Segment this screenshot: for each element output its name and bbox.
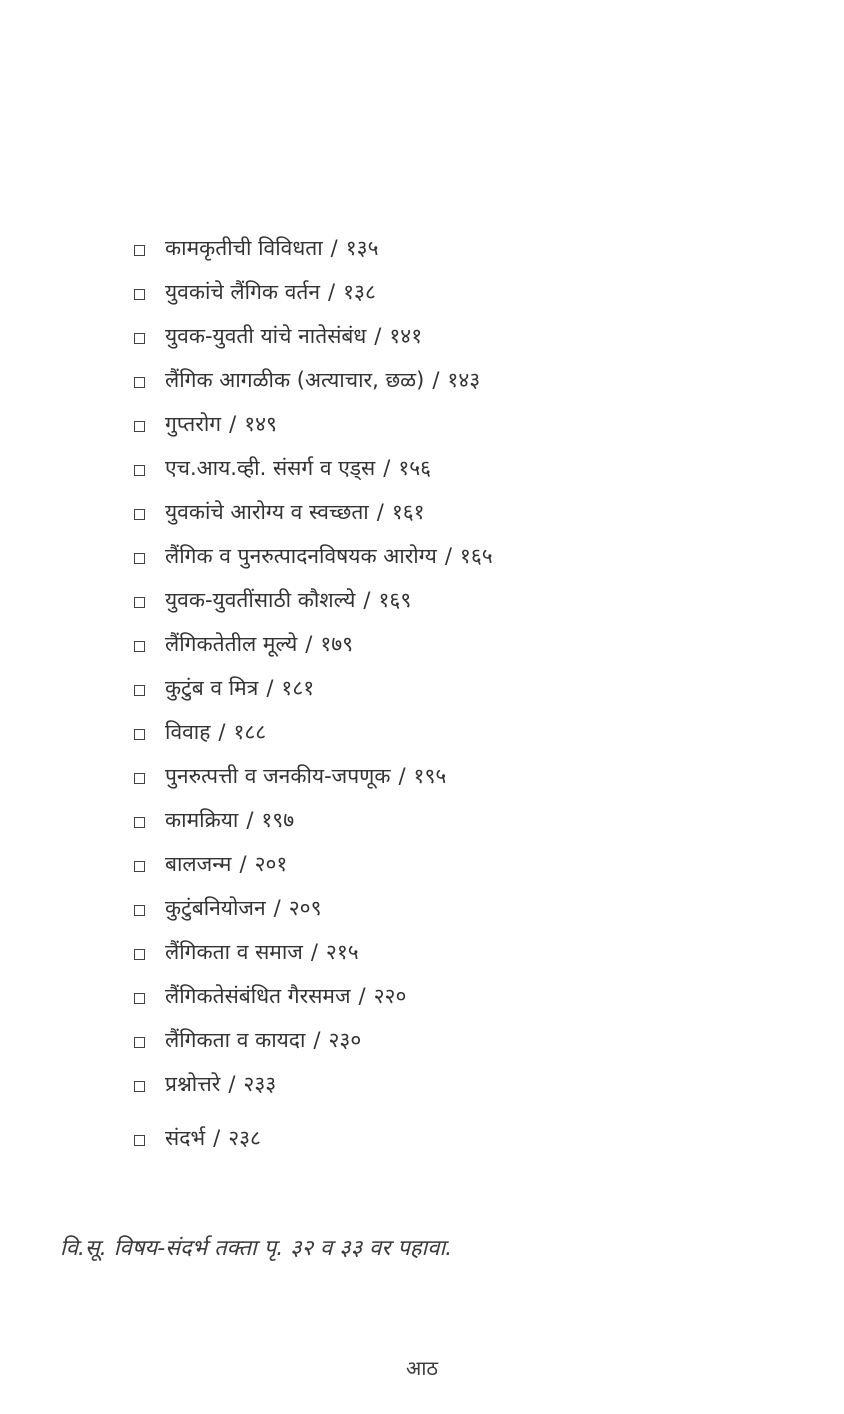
toc-item-title: कामक्रिया	[165, 808, 239, 832]
toc-item	[134, 930, 493, 974]
toc-item-title: लैंगिकता व समाज	[165, 940, 303, 964]
toc-separator: /	[398, 764, 406, 788]
toc-item-page: १३५	[345, 236, 379, 260]
square-bullet-icon	[134, 773, 145, 784]
toc-item	[134, 1062, 493, 1106]
square-bullet-icon	[134, 993, 145, 1004]
square-bullet-icon	[134, 1037, 145, 1048]
toc-separator: /	[363, 588, 371, 612]
toc-item-title: कामकृतीची विविधता	[165, 236, 323, 260]
toc-separator: /	[313, 1028, 321, 1052]
toc-item	[134, 710, 493, 754]
toc-item	[134, 622, 493, 666]
square-bullet-icon	[134, 949, 145, 960]
toc-separator: /	[444, 544, 452, 568]
square-bullet-icon	[134, 905, 145, 916]
toc-separator: /	[374, 324, 382, 348]
square-bullet-icon	[134, 861, 145, 872]
toc-item	[134, 534, 493, 578]
toc-item-page: २२०	[373, 984, 407, 1008]
toc-item	[134, 402, 493, 446]
toc-separator: /	[432, 368, 440, 392]
toc-separator: /	[218, 720, 226, 744]
toc-item-page: १६५	[459, 544, 493, 568]
square-bullet-icon	[134, 729, 145, 740]
toc-item-title: गुप्तरोग	[165, 412, 222, 436]
page-number: आठ	[405, 1356, 439, 1380]
toc-item-page: १४३	[447, 368, 481, 392]
toc-separator: /	[266, 676, 274, 700]
square-bullet-icon	[134, 333, 145, 344]
toc-item	[134, 578, 493, 622]
square-bullet-icon	[134, 685, 145, 696]
toc-item-page: १६१	[391, 500, 425, 524]
toc-item-title: पुनरुत्पत्ती व जनकीय-जपणूक	[165, 764, 391, 788]
toc-item	[134, 490, 493, 534]
toc-item-page: १८८	[233, 720, 267, 744]
square-bullet-icon	[134, 509, 145, 520]
toc-item-title: लैंगिकतेसंबंधित गैरसमज	[165, 984, 351, 1008]
square-bullet-icon	[134, 245, 145, 256]
toc-separator: /	[376, 500, 384, 524]
toc-item-page: १९५	[413, 764, 447, 788]
toc-item-title: युवकांचे आरोग्य व स्वच्छता	[165, 500, 369, 524]
toc-item	[134, 886, 493, 930]
toc-item-page: १७९	[320, 632, 354, 656]
toc-item-page: १८१	[281, 676, 315, 700]
toc-item-title: संदर्भ	[165, 1126, 206, 1150]
square-bullet-icon	[134, 597, 145, 608]
toc-item-title: लैंगिकता व कायदा	[165, 1028, 306, 1052]
toc-item	[134, 446, 493, 490]
square-bullet-icon	[134, 289, 145, 300]
toc-item-title: कुटुंबनियोजन	[165, 896, 266, 920]
square-bullet-icon	[134, 553, 145, 564]
toc-item-page: १९७	[261, 808, 295, 832]
toc-item	[134, 666, 493, 710]
toc-item-page: १४१	[389, 324, 423, 348]
table-of-contents	[134, 226, 493, 1160]
toc-item-title: लैंगिक व पुनरुत्पादनविषयक आरोग्य	[165, 544, 437, 568]
toc-item-title: युवकांचे लैंगिक वर्तन	[165, 280, 321, 304]
toc-item-title: कुटुंब व मित्र	[165, 676, 259, 700]
toc-item	[134, 798, 493, 842]
toc-item-page: २३३	[243, 1072, 277, 1096]
toc-item-page: २३८	[228, 1126, 261, 1150]
toc-item	[134, 358, 493, 402]
toc-item	[134, 974, 493, 1018]
toc-item-title: विवाह	[165, 720, 211, 744]
toc-separator: /	[383, 456, 391, 480]
square-bullet-icon	[134, 1135, 145, 1146]
toc-item	[134, 1116, 493, 1160]
toc-separator: /	[229, 412, 237, 436]
footnote: वि.सू. विषय-संदर्भ तक्ता पृ. ३२ व ३३ वर पहावा.	[60, 1236, 453, 1261]
toc-item-title: लैंगिकतेतील मूल्ये	[165, 632, 298, 656]
toc-separator: /	[273, 896, 281, 920]
toc-separator: /	[213, 1126, 221, 1150]
toc-item-title: लैंगिक आगळीक (अत्याचार, छळ)	[165, 368, 425, 392]
toc-item-page: २०९	[288, 896, 322, 920]
toc-item-page: २०१	[254, 852, 288, 876]
toc-item-page: २३०	[328, 1028, 362, 1052]
toc-separator: /	[305, 632, 313, 656]
toc-item-title: एच.आय.व्ही. संसर्ग व एड्स	[165, 456, 376, 480]
toc-item-title: युवक-युवती यांचे नातेसंबंध	[165, 324, 367, 348]
toc-item-title: प्रश्नोत्तरे	[165, 1072, 221, 1096]
toc-item-page: १३८	[343, 280, 376, 304]
toc-item-title: युवक-युवतींसाठी कौशल्ये	[165, 588, 356, 612]
square-bullet-icon	[134, 817, 145, 828]
toc-item-title: बालजन्म	[165, 852, 232, 876]
toc-item	[134, 1018, 493, 1062]
toc-separator: /	[239, 852, 247, 876]
toc-item-page: १६९	[378, 588, 412, 612]
toc-separator: /	[328, 280, 336, 304]
toc-separator: /	[330, 236, 338, 260]
square-bullet-icon	[134, 465, 145, 476]
toc-separator: /	[358, 984, 366, 1008]
toc-item-page: २१५	[325, 940, 359, 964]
toc-item	[134, 226, 493, 270]
toc-item	[134, 314, 493, 358]
toc-item-page: १५६	[398, 456, 432, 480]
toc-item	[134, 270, 493, 314]
square-bullet-icon	[134, 641, 145, 652]
square-bullet-icon	[134, 1081, 145, 1092]
square-bullet-icon	[134, 377, 145, 388]
square-bullet-icon	[134, 421, 145, 432]
toc-item	[134, 842, 493, 886]
toc-separator: /	[228, 1072, 236, 1096]
toc-separator: /	[246, 808, 254, 832]
toc-item	[134, 754, 493, 798]
toc-separator: /	[310, 940, 318, 964]
toc-item-page: १४९	[244, 412, 277, 436]
